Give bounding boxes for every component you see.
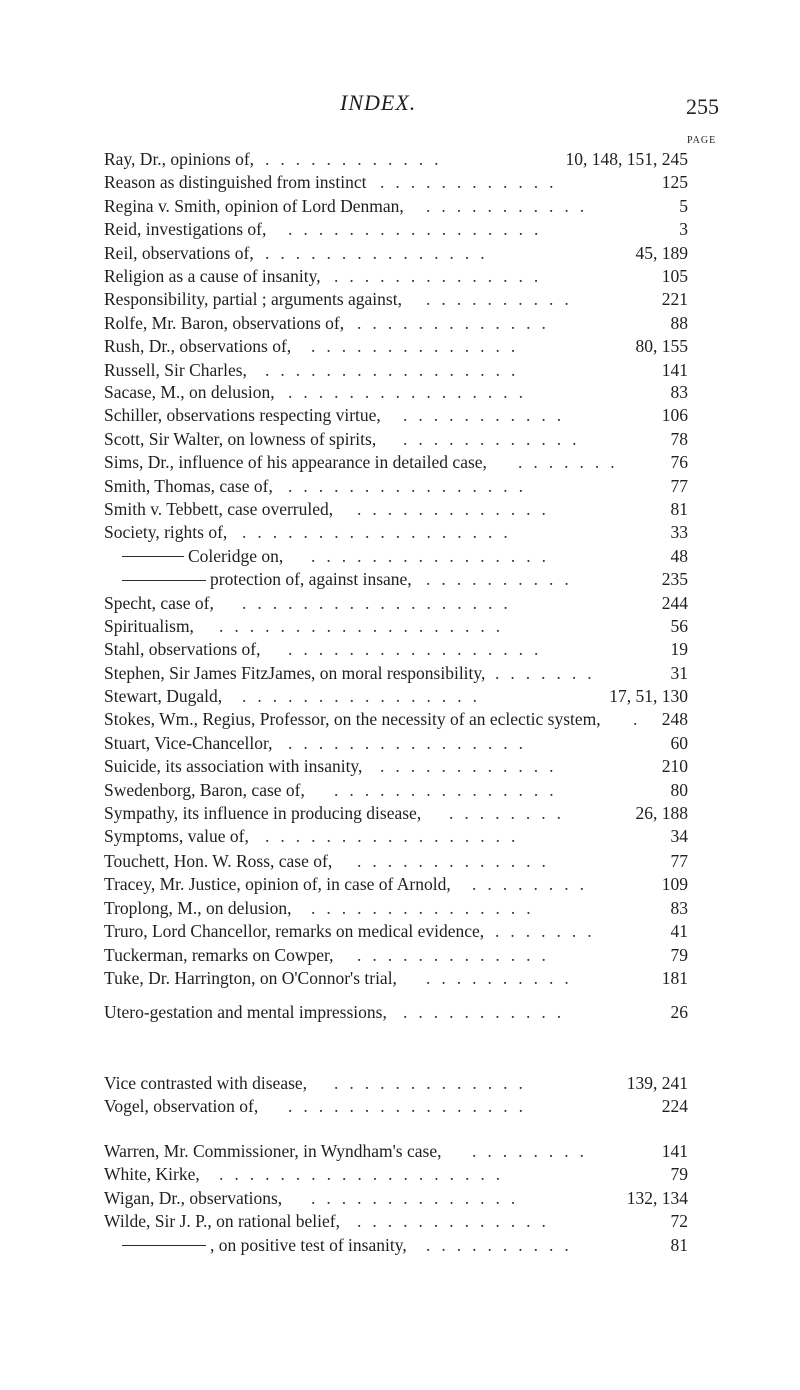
entry-pages: 60	[670, 732, 688, 753]
entry-pages: 3	[679, 219, 688, 240]
entry-heading-text: Scott, Sir Walter, on lowness of spirits,	[104, 428, 377, 449]
dot-leaders: .	[633, 709, 649, 730]
entry-heading	[104, 475, 273, 498]
dot-leaders: ................	[288, 382, 534, 402]
entry-heading	[104, 755, 362, 778]
index-entry	[104, 1001, 688, 1024]
index-entry	[104, 1210, 688, 1233]
entry-heading	[104, 825, 249, 848]
entry-heading-text: Spiritualism,	[104, 615, 194, 636]
dot-leaders: ..............	[311, 1187, 527, 1208]
index-entry	[104, 451, 688, 474]
entry-heading-text: Troplong, M., on delusion,	[104, 897, 292, 918]
entry-heading	[104, 779, 305, 802]
dot-leaders: ...............	[334, 779, 565, 800]
entry-heading-text: Religion as a cause of insanity,	[104, 265, 321, 286]
dot-leaders: .............	[357, 1211, 557, 1232]
dot-leaders: ..........	[426, 569, 580, 590]
index-entry	[104, 779, 688, 802]
entry-heading-text: Symptoms, value of,	[104, 826, 249, 847]
entry-pages: 141	[661, 1141, 688, 1161]
index-entry	[104, 545, 688, 568]
index-section-s	[104, 381, 688, 849]
entry-pages: 125	[661, 172, 688, 193]
entry-heading-text: Specht, case of,	[104, 592, 214, 613]
entry-pages: 78	[670, 428, 688, 449]
index-entry	[104, 381, 688, 404]
entry-pages: 10, 148, 151, 245	[565, 149, 688, 169]
entry-heading-text: Tuckerman, remarks on Cowper,	[104, 944, 334, 965]
entry-pages: 77	[670, 851, 688, 871]
entry-heading	[104, 288, 402, 311]
dot-leaders: .................	[265, 359, 527, 380]
entry-pages: 31	[670, 662, 688, 683]
dot-leaders: .......	[495, 662, 603, 683]
entry-pages: 79	[670, 1164, 688, 1185]
index-entry	[104, 1140, 688, 1163]
entry-heading-text: Schiller, observations respecting virtue,	[104, 405, 381, 426]
entry-heading	[104, 708, 601, 731]
entry-pages: 77	[670, 475, 688, 496]
dot-leaders: ..........	[426, 289, 580, 310]
ditto-rule	[122, 556, 184, 557]
index-entry	[104, 568, 688, 591]
entry-heading	[104, 545, 283, 568]
index-entry	[104, 920, 688, 943]
entry-pages: 224	[661, 1096, 688, 1117]
entry-heading	[104, 265, 321, 288]
dot-leaders: .............	[357, 944, 557, 965]
entry-heading-text: Society, rights of,	[104, 522, 228, 543]
entry-heading-text: Touchett, Hon. W. Ross, case of,	[104, 851, 333, 871]
entry-pages: 17, 51, 130	[609, 686, 688, 707]
entry-heading-text: Warren, Mr. Commissioner, in Wyndham's case,	[104, 1141, 442, 1161]
dot-leaders: .............	[334, 1073, 534, 1093]
index-entry	[104, 755, 688, 778]
entry-heading	[104, 592, 214, 615]
entry-pages: 26	[670, 1002, 688, 1022]
index-entry	[104, 428, 688, 451]
index-entry	[104, 873, 688, 896]
index-entry	[104, 897, 688, 920]
entry-heading	[104, 171, 366, 194]
entry-heading-text: Sims, Dr., influence of his appearance in detailed case,	[104, 452, 487, 473]
index-entry	[104, 521, 688, 544]
index-entry	[104, 195, 688, 218]
entry-heading	[104, 451, 487, 474]
entry-pages: 132, 134	[626, 1187, 688, 1208]
entry-heading-text: White, Kirke,	[104, 1164, 200, 1185]
entry-heading	[104, 312, 344, 335]
dot-leaders: ..........	[426, 967, 580, 988]
entry-heading	[104, 1163, 200, 1186]
dot-leaders: ...................	[219, 1164, 512, 1185]
entry-heading-text: Sympathy, its influence in producing disease,	[104, 803, 422, 824]
entry-heading	[104, 1072, 307, 1095]
dot-leaders: .................	[288, 219, 550, 240]
entry-pages: 72	[670, 1211, 688, 1232]
entry-heading	[104, 404, 381, 427]
page-column-label: PAGE	[687, 135, 717, 146]
dot-leaders: ...............	[265, 242, 496, 263]
entry-pages: 76	[670, 452, 688, 473]
index-entry	[104, 1163, 688, 1186]
dot-leaders: ............	[265, 149, 450, 169]
entry-heading	[104, 521, 227, 544]
entry-pages: 19	[670, 639, 688, 660]
dot-leaders: .................	[288, 639, 550, 660]
entry-heading-text: Utero-gestation and mental impressions,	[104, 1002, 387, 1022]
entry-heading-text: Tuke, Dr. Harrington, on O'Connor's trial,	[104, 967, 397, 988]
index-entry	[104, 967, 688, 990]
entry-heading-text: Russell, Sir Charles,	[104, 359, 247, 380]
entry-heading-text: Rolfe, Mr. Baron, observations of,	[104, 312, 345, 333]
index-entry	[104, 148, 688, 171]
entry-pages: 5	[679, 195, 688, 216]
entry-pages: 45, 189	[635, 242, 688, 263]
entry-pages: 56	[670, 615, 688, 636]
entry-heading-text: Truro, Lord Chancellor, remarks on medical evidence,	[104, 921, 485, 942]
entry-heading	[104, 944, 334, 967]
entry-heading	[104, 1140, 441, 1163]
entry-heading	[104, 359, 247, 382]
entry-pages: 210	[661, 756, 688, 777]
dot-leaders: ..................	[242, 522, 519, 543]
entry-heading	[104, 568, 412, 591]
index-section-v	[104, 1072, 688, 1119]
entry-heading	[104, 802, 421, 825]
entry-heading	[104, 967, 397, 990]
dot-leaders: ...................	[219, 615, 512, 636]
entry-pages: 106	[661, 405, 688, 426]
entry-pages: 248	[661, 709, 688, 730]
entry-heading-text: Coleridge on,	[188, 545, 284, 566]
dot-leaders: ..........	[426, 1234, 580, 1255]
entry-pages: 88	[670, 312, 688, 333]
index-entry	[104, 638, 688, 661]
entry-heading-text: Ray, Dr., opinions of,	[104, 149, 255, 169]
page-header	[0, 90, 800, 120]
entry-pages: 244	[661, 592, 688, 613]
entry-pages: 221	[661, 289, 688, 310]
entry-heading	[104, 242, 254, 265]
index-section-r	[104, 148, 688, 382]
entry-pages: 81	[670, 1234, 688, 1255]
entry-heading	[104, 920, 484, 943]
entry-heading-text: Tracey, Mr. Justice, opinion of, in case of Arnold,	[104, 874, 451, 895]
entry-heading	[104, 662, 485, 685]
index-entry	[104, 1095, 688, 1118]
dot-leaders: ........	[472, 1141, 595, 1161]
index-entry	[104, 802, 688, 825]
entry-heading-text: Vice contrasted with disease,	[104, 1073, 308, 1093]
entry-heading-text: Wilde, Sir J. P., on rational belief,	[104, 1211, 340, 1232]
dot-leaders: ............	[380, 756, 565, 777]
dot-leaders: .............	[357, 312, 557, 333]
dot-leaders: .......	[518, 452, 626, 473]
entry-heading	[104, 873, 451, 896]
index-entry	[104, 335, 688, 358]
ditto-rule	[122, 1245, 206, 1246]
dot-leaders: ........	[449, 803, 572, 824]
entry-pages: 48	[670, 545, 688, 566]
index-entry	[104, 850, 688, 873]
entry-heading-text: protection of, against insane,	[210, 569, 412, 590]
index-entry	[104, 288, 688, 311]
entry-pages: 139, 241	[626, 1073, 688, 1093]
entry-pages: 105	[661, 265, 688, 286]
entry-heading-text: Stuart, Vice-Chancellor,	[104, 732, 273, 753]
index-section-t	[104, 850, 688, 990]
index-entry	[104, 475, 688, 498]
dot-leaders: ................	[288, 475, 534, 496]
entry-heading	[104, 148, 254, 171]
entry-heading-text: Smith v. Tebbett, case overruled,	[104, 498, 334, 519]
index-section-w	[104, 1140, 688, 1257]
dot-leaders: ..............	[334, 265, 550, 286]
entry-pages: 83	[670, 382, 688, 402]
entry-heading-text: Vogel, observation of,	[104, 1096, 259, 1117]
dot-leaders: ................	[242, 686, 488, 707]
index-entry	[104, 732, 688, 755]
entry-heading	[104, 685, 222, 708]
entry-heading-text: Reil, observations of,	[104, 242, 254, 263]
entry-heading	[104, 428, 376, 451]
index-entry	[104, 218, 688, 241]
entry-heading	[104, 732, 273, 755]
entry-pages: 80, 155	[635, 336, 688, 357]
dot-leaders: ............	[380, 172, 565, 193]
entry-heading	[104, 850, 332, 873]
entry-heading-text: Stewart, Dugald,	[104, 686, 223, 707]
dot-leaders: ...........	[426, 195, 596, 216]
dot-leaders: ...........	[403, 405, 573, 426]
entry-heading-text: Smith, Thomas, case of,	[104, 475, 273, 496]
index-entry	[104, 1234, 688, 1257]
entry-pages: 109	[661, 874, 688, 895]
index-entry	[104, 662, 688, 685]
entry-heading	[104, 195, 404, 218]
index-entry	[104, 825, 688, 848]
entry-pages: 34	[670, 826, 688, 847]
dot-leaders: ................	[288, 732, 534, 753]
dot-leaders: ...............	[311, 897, 542, 918]
entry-heading-text: Stahl, observations of,	[104, 639, 261, 660]
entry-pages: 235	[661, 569, 688, 590]
entry-heading-text: Reason as distinguished from instinct	[104, 172, 367, 193]
entry-pages: 81	[670, 498, 688, 519]
entry-heading-text: Reid, investigations of,	[104, 219, 267, 240]
index-entry	[104, 404, 688, 427]
index-entry	[104, 685, 688, 708]
entry-pages: 33	[670, 522, 688, 543]
entry-pages: 181	[661, 967, 688, 988]
entry-heading	[104, 498, 333, 521]
index-entry	[104, 615, 688, 638]
index-entry	[104, 171, 688, 194]
entry-heading	[104, 897, 292, 920]
entry-heading-text: Wigan, Dr., observations,	[104, 1187, 283, 1208]
page-number: 255	[686, 94, 719, 119]
entry-pages: 41	[670, 921, 688, 942]
dot-leaders: .............	[357, 851, 557, 871]
entry-heading-text: , on positive test of insanity,	[210, 1234, 407, 1255]
entry-heading-text: Sacase, M., on delusion,	[104, 382, 275, 402]
dot-leaders: ................	[311, 545, 557, 566]
entry-pages: 80	[670, 779, 688, 800]
index-entry	[104, 242, 688, 265]
index-entry	[104, 708, 688, 731]
entry-heading	[104, 638, 261, 661]
dot-leaders: ..................	[242, 592, 519, 613]
index-entry	[104, 265, 688, 288]
dot-leaders: ............	[403, 428, 588, 449]
dot-leaders: ........	[472, 874, 595, 895]
index-entry	[104, 1072, 688, 1095]
running-title: INDEX.	[340, 90, 417, 115]
entry-heading	[104, 381, 275, 404]
ditto-rule	[122, 580, 206, 581]
entry-heading	[104, 1234, 407, 1257]
entry-pages: 79	[670, 944, 688, 965]
dot-leaders: ..............	[311, 336, 527, 357]
entry-heading	[104, 1210, 340, 1233]
entry-heading	[104, 1001, 387, 1024]
dot-leaders: ...........	[403, 1002, 573, 1022]
entry-pages: 83	[670, 897, 688, 918]
index-entry	[104, 498, 688, 521]
index-section-u	[104, 1001, 688, 1024]
entry-heading-text: Regina v. Smith, opinion of Lord Denman,	[104, 195, 404, 216]
entry-heading-text: Responsibility, partial ; arguments against,	[104, 289, 402, 310]
dot-leaders: .......	[495, 921, 603, 942]
index-entry	[104, 944, 688, 967]
index-entry	[104, 592, 688, 615]
entry-heading-text: Suicide, its association with insanity,	[104, 756, 363, 777]
index-entry	[104, 312, 688, 335]
entry-pages: 26, 188	[635, 803, 688, 824]
entry-pages: 141	[661, 359, 688, 380]
dot-leaders: ................	[288, 1096, 534, 1117]
index-entry	[104, 359, 688, 382]
entry-heading	[104, 1187, 282, 1210]
entry-heading	[104, 218, 266, 241]
dot-leaders: .............	[357, 498, 557, 519]
entry-heading-text: Rush, Dr., observations of,	[104, 336, 292, 357]
entry-heading-text: Swedenborg, Baron, case of,	[104, 779, 305, 800]
dot-leaders: .................	[265, 826, 527, 847]
entry-heading-text: Stokes, Wm., Regius, Professor, on the necessity of an eclectic system,	[104, 709, 601, 730]
entry-heading	[104, 1095, 258, 1118]
index-entry	[104, 1187, 688, 1210]
entry-heading	[104, 615, 194, 638]
entry-heading	[104, 335, 291, 358]
entry-heading-text: Stephen, Sir James FitzJames, on moral responsibility,	[104, 662, 486, 683]
